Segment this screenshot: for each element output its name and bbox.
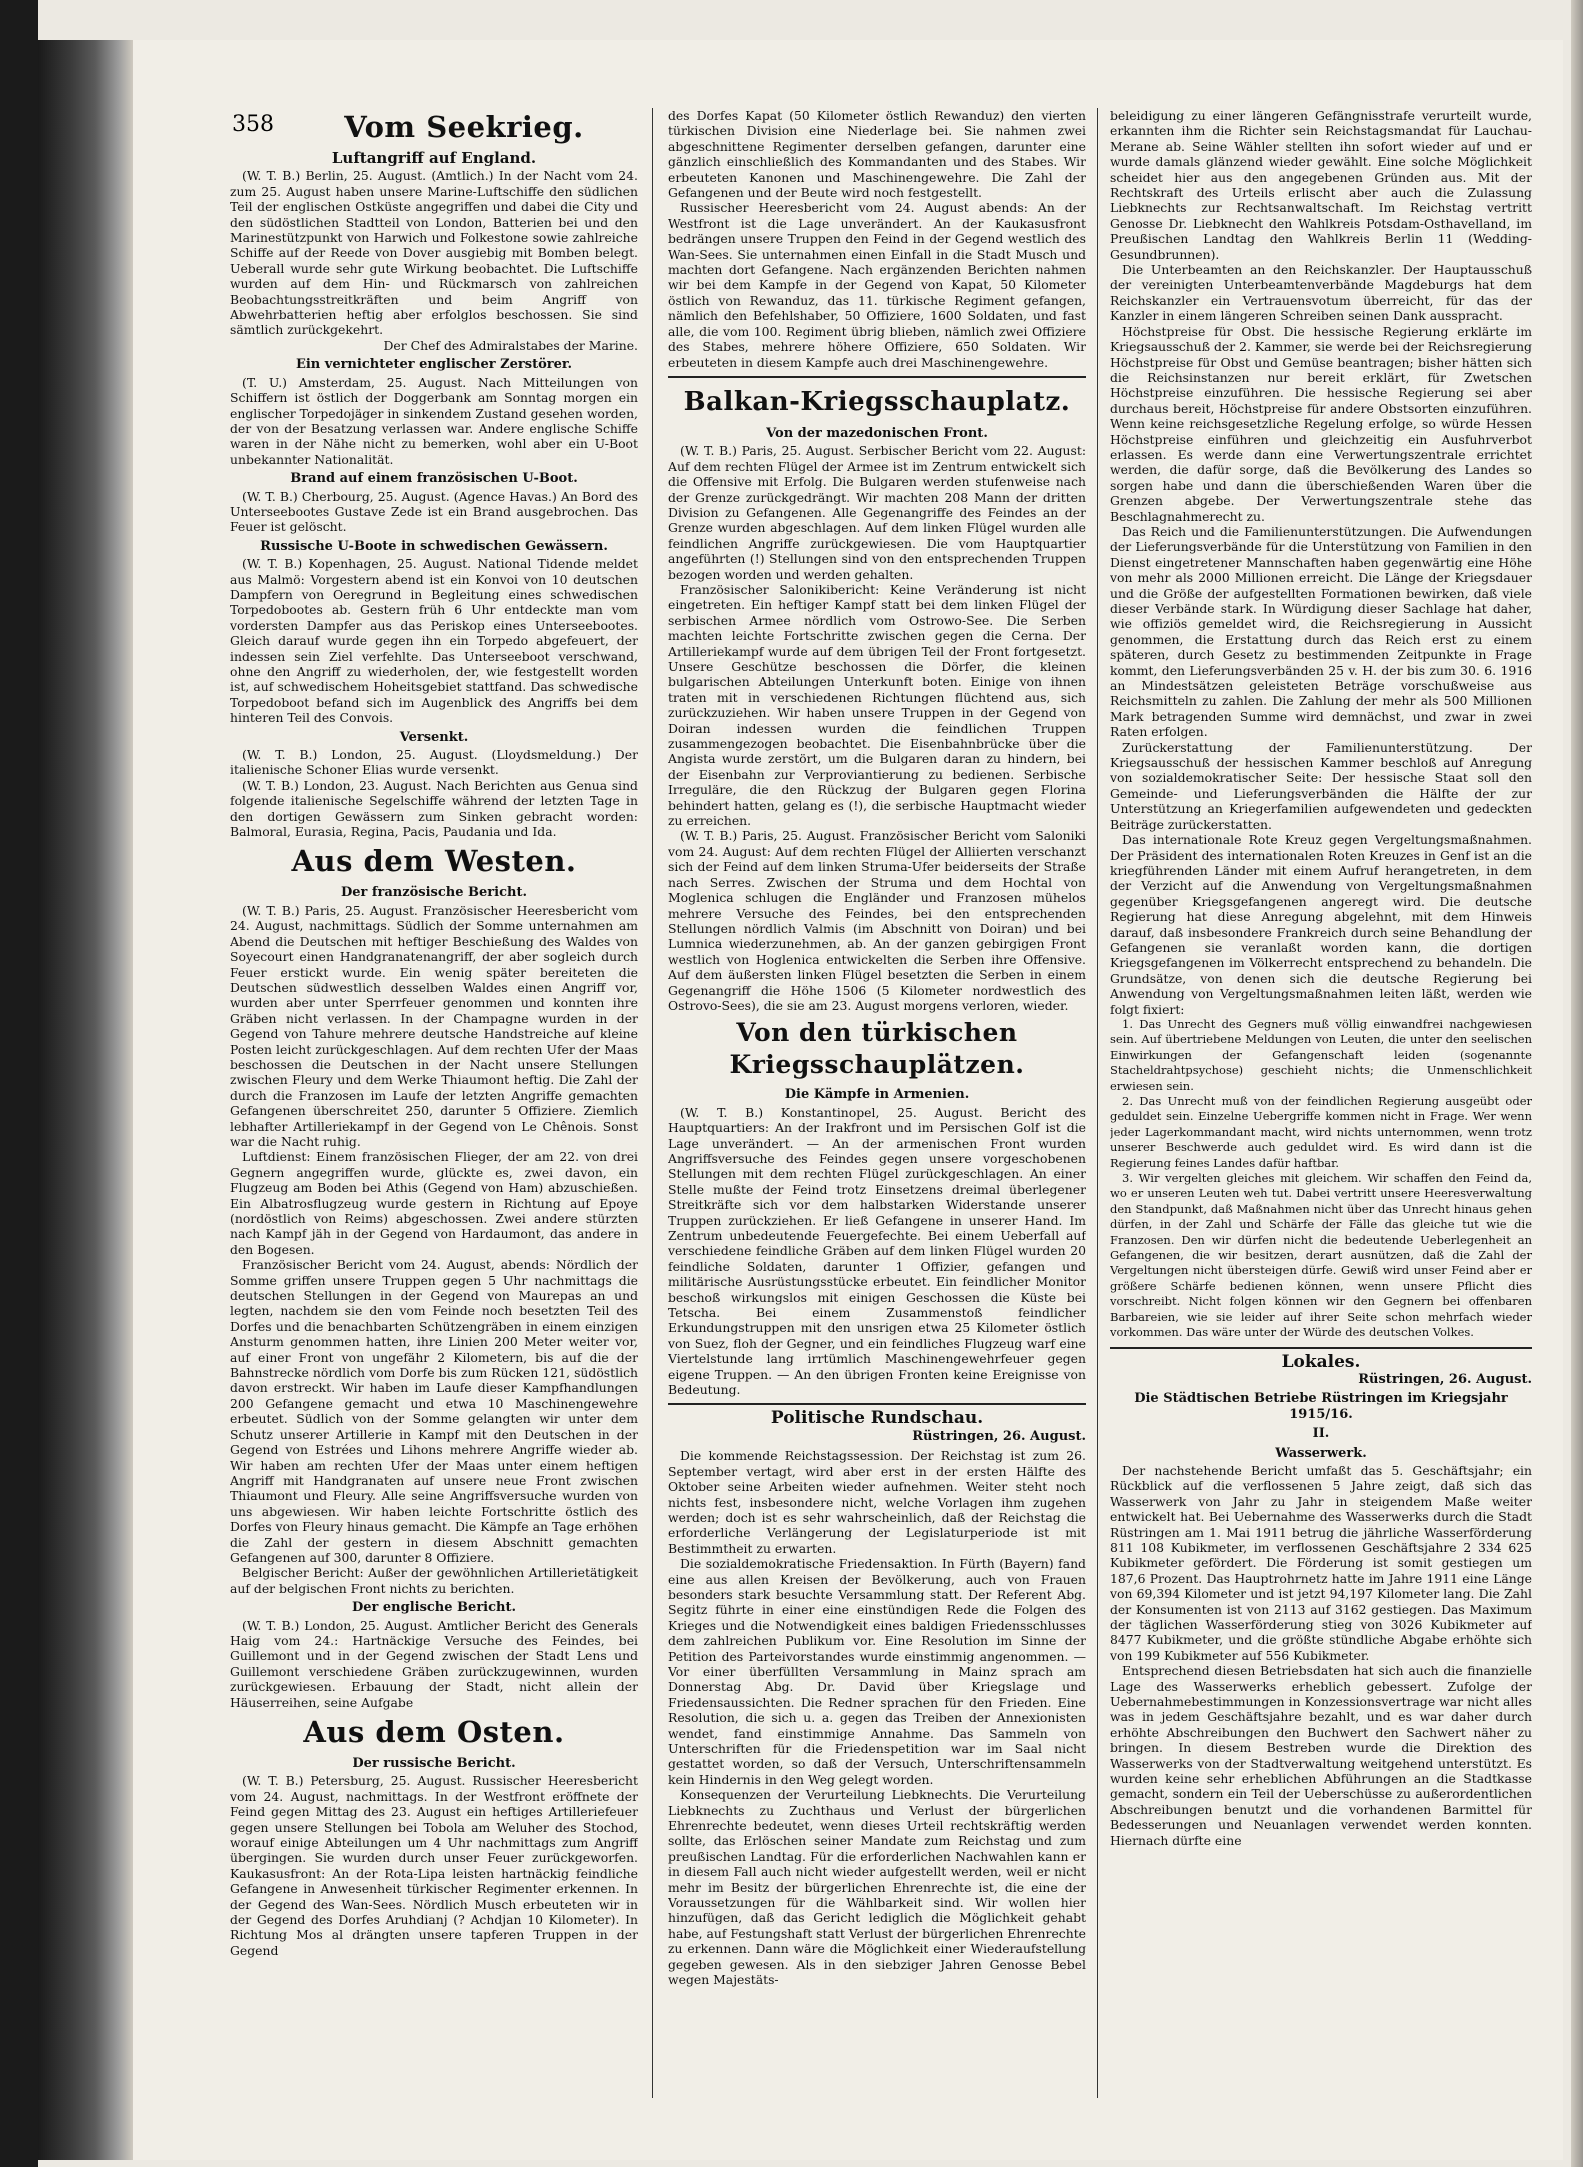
subhead: Die Kämpfe in Armenien.	[784, 1087, 970, 1103]
article-text: Der nachstehende Bericht umfaßt das 5. Geschäftsjahr; ein Rückblick auf die verflossenen 5 Jahre zeigt, daß sich das Wasserwerk von Jahr zu Jahr in steigendem Maße weiter entwickelt hat. Bei Uebernahme des Wasserwerks durch die Stadt Rüstringen am 1. Mai 1911 betrug die jährliche Wasserförderung 811 108 Kubikmeter, im verflossenen Geschäftsjahre 2 334 625 Kubikmeter gefördert. Die Förderung ist somit gestiegen um 187,6 Prozent. Das Hauptrohrnetz hatte im Jahre 1911 eine Länge von 69,394 Kilometer und ist jetzt 94,197 Kilometer lang. Die Zahl der Konsumenten ist von 2113 auf 3162 gestiegen. Das Maximum der täglichen Wasserförderung stieg von 3026 Kubikmeter auf 8477 Kubikmeter, und die größte stündliche Abgabe erhöhte sich von 199 Kubikmeter auf 556 Kubikmeter.	[1110, 1462, 1532, 1663]
article-text: (W. T. B.) Paris, 25. August. Französischer Bericht vom Saloniki vom 24. August: Auf dem rechten Flügel der Alliierten verschanzt sich der Feind auf dem linken Struma-Ufer beiderseits der Straße nach Serres. Zwischen der Struma und dem Hochtal von Moglenica schlugen die Engländer und Franzosen mühelos mehrere Versuche des Feindes, bei den entsprechenden Stellungen nördlich Valmis (im Abschnitt von Doiran) und bei Lumnica wiederzunehmen, ab. An der ganzen gebirgigen Front westlich von Hoglenica entwickelten die Serben ihre Offensive. Auf dem äußersten linken Flügel besetzten die Serben in einem Gegenangriff die Höhe 1506 (5 Kilometer nordwestlich des Ostrovo-Sees), die sie am 23. August morgens verloren, wieder.	[668, 828, 1086, 1013]
subhead: Versenkt.	[399, 729, 469, 745]
article-text: des Dorfes Kapat (50 Kilometer östlich Rewanduz) den vierten türkischen Division eine Niederlage bei. Sie nahmen zwei abgeschnittene Regimenter derselben gefangen, darunter eine gänzlich einschließlich des Kommandanten und des Stabes. Wir erbeuteten Kanonen und Maschinengewehre. Die Zahl der Gefangenen und der Beute wird noch festgestellt.	[668, 108, 1086, 201]
article-text: Zurückerstattung der Familienunterstützung. Der Kriegsausschuß der hessischen Kammer beschloß auf Anregung von sozialdemokratischer Seite: Der hessische Staat soll den Gemeinde- und Lieferungsverbänden die Hälfte der zur Unterstützung an Kriegerfamilien aufgewendeten und gedeckten Beiträge zurückerstatten.	[1110, 739, 1532, 832]
article-text: Französischer Bericht vom 24. August, abends: Nördlich der Somme griffen unsere Truppen gegen 5 Uhr nachmittags die deutschen Stellungen in der Gegend von Maurepas an und legten, nachdem sie den vom Feinde noch besetzten Teil des Dorfes und die benachbarten Schützengräben in einem einzigen Ansturm genommen hatten, ihre Linien 200 Meter weiter vor, auf einer Front von ungefähr 2 Kilometern, bis auf die der Bahnstrecke nördlich vom Dorfe bis zum Rücken 121, südöstlich davon erstreckt. Wir haben im Laufe dieser Kampfhandlungen 200 Gefangene gemacht und etwa 10 Maschinengewehre erbeutet. Südlich von der Somme gelangten wir unter dem Schutz unserer Artillerie in Kampf mit den Deutschen in der Gegend von Estrées und Lihons mehrere Angriffe wieder ab. Wir haben am rechten Ufer der Maas unter einem heftigen Angriff mit Handgranaten auf unsere neue Front zwischen Thiaumont und Fleury. Alle seine Angriffsversuche wurden von uns abgewiesen. Wir haben leichte Fortschritte östlich des Dorfes von Fleury hinaus gemacht. Die Kämpfe an Tage erhöhen die Zahl der gestern in diesem Abschnitt gemachten Gefangenen auf 300, darunter 8 Offiziere.	[230, 1257, 638, 1565]
headline-osten: Aus dem Osten.	[303, 1715, 565, 1749]
article-text: Das Reich und die Familienunterstützungen. Die Aufwendungen der Lieferungsverbände für die Unterstützung von Familien in den Dienst eingetretener Mannschaften haben gegenwärtig eine Höhe von mehr als 2000 Millionen erreicht. Die Länge der Kriegsdauer und die Größe der aufgestellten Formationen bewirken, daß viele dieser Verbände stark. In Würdigung dieser Sachlage hat daher, wie offiziös gemeldet wird, die Reichsregierung in Aussicht genommen, die Erstattung durch das Reich erst zu einem späteren, durch Gesetz zu bestimmenden Zeitpunkte in Frage kommt, den Lieferungsverbänden 25 v. H. der bis zum 30. 6. 1916 an Mindestsätzen geleisteten Beträge vorschußweise aus Reichsmitteln zu zahlen. Die Zahlung der mehr als 500 Millionen Mark betragenden Summe wird demnächst, und zwar in zwei Raten erfolgen.	[1110, 523, 1532, 740]
article-text: (W. T. B.) London, 23. August. Nach Berichten aus Genua sind folgende italienische Segelschiffe während der letzten Tage in den dortigen Gewässern zum Sinken gebracht worden: Balmoral, Eurasia, Regina, Pacis, Paudania und Ida.	[230, 777, 638, 840]
article-text: (W. T. B.) Petersburg, 25. August. Russischer Heeresbericht vom 24. August, nachmittags. In der Westfront eröffnete der Feind gegen Mittag des 23. August ein heftiges Artilleriefeuer gegen unsere Stellungen bei Tobola am Weluher des Stochod, worauf einige Abteilungen um 4 Uhr nachmittags zum Angriff übergingen. Sie wurden durch unser Feuer zurückgeworfen. Kaukasusfront: An der Rota-Lipa leisten hartnäckig feindliche Gefangene in Anwesenheit türkischer Regimenter erkennen. In der Gegend des Wan-Sees. Nördlich Musch erbeuteten wir in der Gegend des Dorfes Aruhdianj (? Achdjan 10 Kilometer). In Richtung Mos al drängten unsere tapferen Truppen in der Gegend	[230, 1773, 638, 1958]
divider	[668, 1403, 1086, 1405]
article-text: (W. T. B.) Paris, 25. August. Serbischer Bericht vom 22. August: Auf dem rechten Flügel der Armee ist im Zentrum entwickelt sich die Offensive mit Erfolg. Die Bulgaren werden stufenweise nach der Grenze zurückgedrängt. Wir machten 208 Mann der dritten Division zu Gefangenen. Alle Gegenangriffe des Feindes an der Grenze wurden abgeschlagen. Auf dem linken Flügel wurden alle feindlichen Angriffe zurückgewiesen. Die vom Hauptquartier angeführten (!) Stellungen sind von den entsprechenden Truppen bezogen worden und werden gehalten.	[668, 443, 1086, 582]
article-text: Der Chef des Admiralstabes der Marine.	[383, 337, 638, 353]
dateline: Rüstringen, 26. August.	[912, 1428, 1086, 1444]
headline-tuerkei: Von den türkischen Kriegsschauplätzen.	[729, 1018, 1025, 1080]
page-number: 358	[232, 112, 274, 137]
article-text: (W. T. B.) Cherbourg, 25. August. (Agence Havas.) An Bord des Unterseebootes Gustave Zede ist ein Brand ausgebrochen. Das Feuer ist gelöscht.	[230, 488, 638, 535]
article-text: 2. Das Unrecht muß von der feindlichen Regierung ausgeübt oder geduldet sein. Einzelne Uebergriffe kommen nicht in Frage. Wer wenn jeder Lagerkommandant macht, wird nichts unternommen, wenn trotz unserer Beschwerde auch geduldet wird. Es wird dann ist die Regierung feines Landes dafür haftbar.	[1110, 1094, 1532, 1170]
divider	[668, 376, 1086, 378]
headline-lokales: Lokales.	[1281, 1351, 1361, 1372]
article-text: (W. T. B.) London, 25. August. Amtlicher Bericht des Generals Haig vom 24.: Hartnäckige Versuche des Feindes, bei Guillemont und in der Gegend zwischen der Stadt Lens und Guillemont verschiedene Gräben zurückzugewinnen, wurden zurückgewiesen. Erbauung der Stadt, nicht allein der Häuserreihen, seine Aufgabe	[230, 1617, 638, 1710]
article-text: (T. U.) Amsterdam, 25. August. Nach Mitteilungen von Schiffern ist östlich der Doggerbank am Sonntag morgen ein englischer Torpedojäger in sinkendem Zustand gesehen worden, der von der Besatzung verlassen war. Andere englische Schiffe waren in der Nähe nicht zu bemerken, wohl aber ein U-Boot unbekannter Nationalität.	[230, 374, 638, 467]
subhead: II.	[1312, 1426, 1330, 1442]
subhead: Die Städtischen Betriebe Rüstringen im Kriegsjahr 1915/16.	[1134, 1391, 1508, 1422]
column-rule	[1097, 108, 1098, 2098]
subhead: Ein vernichteter englischer Zerstörer.	[295, 357, 573, 373]
dateline: Rüstringen, 26. August.	[1358, 1371, 1532, 1387]
subhead: Der russische Bericht.	[352, 1756, 516, 1771]
article-text: (W. T. B.) London, 25. August. (Lloydsmeldung.) Der italienische Schoner Elias wurde versenkt.	[230, 747, 638, 778]
article-text: Russischer Heeresbericht vom 24. August abends: An der Westfront ist die Lage unverändert. An der Kaukasusfront bedrängen unsere Truppen den Feind in der Gegend westlich des Wan-Sees. Sie unternahmen einen Einfall in die Stadt Musch und machten dort Gefangene. Nach ergänzenden Berichten nahmen wir bei dem Kampfe in der Gegend von Kapat, 50 Kilometer östlich von Rewanduz, das 11. türkische Regiment gefangen, nämlich den Befehlshaber, 50 Offiziere, 1600 Soldaten, und fast alle, die vom 100. Regiment übrig blieben, nämlich zwei Offiziere des Stabes, mehrere höhere Offiziere, 650 Soldaten. Wir erbeuteten in diesem Kampfe auch drei Maschinengewehre.	[668, 200, 1086, 370]
column-2	[668, 108, 1086, 2098]
article-text: Das internationale Rote Kreuz gegen Vergeltungsmaßnahmen. Der Präsident des internationalen Roten Kreuzes in Genf ist an die kriegführenden Länder mit einem Aufruf herangetreten, in dem der Verzicht auf die Anwendung von Vergeltungsmaßnahmen gegenüber Kriegsgefangenen angeregt wird. Die deutsche Regierung hat diese Anregung abgelehnt, mit dem Hinweis darauf, daß insbesondere Frankreich durch seine Behandlung der Gefangenen sie veranlaßt worden kann, die dortigen Kriegsgefangenen im Völkerrecht entsprechend zu behandeln. Die Grundsätze, von denen sich die deutsche Regierung bei Anwendung von Vergeltungsmaßnahmen leiten läßt, werden wie folgt fixiert:	[1110, 832, 1532, 1017]
divider	[1110, 1347, 1532, 1349]
article-text: beleidigung zu einer längeren Gefängnisstrafe verurteilt wurde, erkannten ihm die Richter sein Reichstagsmandat für Lauchau-Merane ab. Seine Wähler stellten ihn sofort wieder auf und er wurde damals glänzend wieder gewählt. Eine solche Möglichkeit scheidet hier aus den angegebenen Gründen aus. Mit der Rechtskraft des Urteils erlischt aber auch die Zulassung Liebknechts zur Rechtsanwaltschaft. Im Reichstag vertritt Genosse Dr. Liebknecht den Wahlkreis Potsdam-Osthavelland, im Preußischen Landtag den Wahlkreis Berlin 11 (Wedding-Gesundbrunnen).	[1110, 108, 1532, 262]
article-text: Französischer Salonikibericht: Keine Veränderung ist nicht eingetreten. Ein heftiger Kampf statt bei dem linken Flügel der serbischen Armee nördlich vom Ostrowo-See. Die Serben machten leichte Fortschritte zwischen gegen die Cerna. Der Artilleriekampf wurde auf dem übrigen Teil der Front fortgesetzt. Unsere Geschütze beschossen die Dörfer, die kleinen bulgarischen Abteilungen Unterkunft boten. Einige von ihnen traten mit in verschiedenen Richtungen flüchtend aus, sich zurückzuziehen. Wir haben unsere Truppen in der Gegend von Doiran indessen wurden die feindlichen Truppen zusammengezogen beobachtet. Die Eisenbahnbrücke über die Angista wurde zerstört, um die Bulgaren daran zu hindern, bei der Eisenbahn zur Verproviantierung zu bedienen. Serbische Irreguläre, die den Rückzug der Bulgaren gegen Florina behindert hatten, gelang es (!), die serbische Hauptmacht wieder zu erreichen.	[668, 581, 1086, 829]
article-text: Luftdienst: Einem französischen Flieger, der am 22. von drei Gegnern angegriffen wurde, glückte es, zwei davon, ein Flugzeug am Boden bei Athis (Gegend von Ham) abzuschießen. Ein Albatrosflugzeug wurde gestern in Richtung auf Epoye (nordöstlich von Reims) abgeschossen. Zwei andere stürzten nach Kampf jäh in der Gegend von Hardaumont, das andere in den Bogesen.	[230, 1149, 638, 1257]
subhead: Der englische Bericht.	[351, 1600, 517, 1616]
article-text: 1. Das Unrecht des Gegners muß völlig einwandfrei nachgewiesen sein. Auf übertriebene Meldungen von Leuten, die unter den seelischen Einwirkungen der Gefangenschaft leiden (sogenannte Stacheldrahtpsychose) geschieht nichts; die Unmenschlichkeit erwiesen sein.	[1110, 1016, 1532, 1093]
book-binding	[38, 40, 133, 2160]
article-text: Konsequenzen der Verurteilung Liebknechts. Die Verurteilung Liebknechts zu Zuchthaus und Verlust der bürgerlichen Ehrenrechte bedeutet, wenn dieses Urteil rechtskräftig werden sollte, das Erlöschen seiner Mandate zum Reichstag und zum preußischen Landtag. Für die erforderlichen Nachwahlen kann er in diesem Fall auch nicht wieder aufgestellt werden, weil er nicht mehr im Besitz der bürgerlichen Ehrenrechte ist, die eine der Voraussetzungen für die Wählbarkeit sind. Wir wollen hier hinzufügen, daß das Gericht lediglich die Möglichkeit gehabt habe, auf Festungshaft statt Verlust der bürgerlichen Ehrenrechte zu erkennen. Dann wäre die Möglichkeit einer Wiederaufstellung gegeben gewesen. Als in den siebziger Jahren Genosse Bebel wegen Majestäts-	[668, 1787, 1086, 1988]
headline-westen: Aus dem Westen.	[291, 844, 577, 879]
article-text: 3. Wir vergelten gleiches mit gleichem. Wir schaffen den Feind da, wo er unseren Leuten weh tut. Dabei vertritt unsere Heeresverwaltung den Standpunkt, daß Maßnahmen nicht über das Unrecht hinaus gehen dürfen, in der Zahl und Schärfe der Fälle das gleiche tut wie die Franzosen. Den wir dürfen nicht die bedeutende Ueberlegenheit an Gefangenen, die wir besitzen, derart ausnützen, daß die Zahl der Vergeltungen nicht übersteigen dürfe. Gewiß wird unser Feind aber er größere Schärfe bedienen können, wenn unsere Pflicht dies vorschreibt. Nicht folgen können wir den Gegnern bei offenbaren Barbareien, wie sie leider auf ihrer Seite schon mehrfach wieder vorkommen. Das wäre unter der Würde des deutschen Volkes.	[1110, 1171, 1532, 1340]
headline-rundschau: Politische Rundschau.	[770, 1408, 984, 1429]
article-text: Höchstpreise für Obst. Die hessische Regierung erklärte im Kriegsausschuß der 2. Kammer, sie werde bei der Reichsregierung Höchstpreise für Obst und Gemüse beantragen; bisher hätten sich die Reichsinstanzen nur bereit erklärt, für Zwetschen Höchstpreise einzuführen. Die hessische Regierung sei aber durchaus bereit, Höchstpreise für andere Obstsorten einzuführen. Wenn keine reichsgesetzliche Regelung erfolge, so würde Hessen Höchstpreise einführen und gleichzeitig ein Ausfuhrverbot erlassen. Es werde dann eine Verwertungszentrale errichtet werden, die dafür sorge, daß die Bevölkerung des Landes so sorgen habe und dann die überschießenden Waren über die Grenzen abgebe. Der Verwertungszentrale stehe das Beschlagnahmerecht zu.	[1110, 323, 1532, 524]
article-text: Die kommende Reichstagssession. Der Reichstag ist zum 26. September vertagt, wird aber erst in der ersten Hälfte des Oktober seine Arbeiten wieder aufnehmen. Weiter steht noch nichts fest, insbesondere nicht, welche Vorlagen ihm zugehen werden; doch ist es sehr wahrscheinlich, daß der Reichstag die erforderliche Verlängerung der Legislaturperiode ist mit Bestimmtheit zu erwarten.	[668, 1448, 1086, 1556]
subhead: Russische U-Boote in schwedischen Gewässern.	[260, 538, 608, 554]
article-text: (W. T. B.) Berlin, 25. August. (Amtlich.) In der Nacht vom 24. zum 25. August haben unsere Marine-Luftschiffe den südlichen Teil der englischen Ostküste angegriffen und dabei die City und den südöstlichen Stadtteil von London, Batterien bei und den Marinestützpunkt von Harwich und Folkestone sowie zahlreiche Schiffe auf der Reede von Dover ausgiebig mit Bomben belegt. Ueberall wurde sehr gute Wirkung beobachtet. Die Luftschiffe wurden auf dem Hin- und Rückmarsch von zahlreichen Beobachtungsstreitkräften und beim Angriff von Abwehrbatterien heftig aber erfolglos beschossen. Sie sind sämtlich zurückgekehrt.	[230, 168, 638, 338]
headline-seekrieg: Vom Seekrieg.	[344, 110, 584, 144]
article-text: Entsprechend diesen Betriebsdaten hat sich auch die finanzielle Lage des Wasserwerks erheblich gebessert. Zufolge der Uebernahmebestimmungen in Konzessionsvertrage war nicht alles was in jedem Geschäftsjahre bezahlt, und es war daher durch erhöhte Abschreibungen den Buchwert den Sachwert näher zu bringen. In diesem Bestreben wurde die Direktion des Wasserwerks von der Stadtverwaltung weitgehend unterstützt. Es wurden keine sehr erheblichen Abführungen an die Stadtkasse gemacht, sondern ein Teil der Ueberschüsse zu außerordentlichen Abschreibungen benutzt und die vorhandenen Barmittel für Bedesserungen und Neuanlagen verwendet werden konnten. Hiernach dürfte eine	[1110, 1663, 1532, 1848]
subhead: Wasserwerk.	[1275, 1445, 1367, 1461]
column-3	[1110, 108, 1532, 2098]
headline-balkan: Balkan-Kriegsschauplatz.	[683, 386, 1071, 417]
subhead: Von der mazedonischen Front.	[766, 425, 988, 441]
article-text: (W. T. B.) Paris, 25. August. Französischer Heeresbericht vom 24. August, nachmittags. Südlich der Somme unternahmen am Abend die Deutschen mit heftiger Beschießung des Waldes von Soyecourt einen Handgranatenangriff, der aber sogleich durch Feuer erstickt wurde. Ein wenig später bereiteten die Deutschen südwestlich desselben Waldes einen Angriff vor, wurden aber unter Sperrfeuer genommen und konnten ihre Gräben nicht verlassen. In der Champagne wurden in der Gegend von Tahure mehrere deutsche Handstreiche auf kleine Posten leicht zurückgeschlagen. Auf dem rechten Ufer der Maas beschossen die Deutschen in der Nacht unsere Stellungen zwischen Fleury und dem Werke Thiaumont heftig. Die Zahl der durch die Franzosen im Laufe der letzten Angriffe gemachten Gefangenen überschreitet 250, darunter 5 Offiziere. Ziemlich lebhafter Artilleriekampf in der Gegend von Le Chênois. Sonst war die Nacht ruhig.	[230, 902, 638, 1149]
article-text: (W. T. B.) Konstantinopel, 25. August. Bericht des Hauptquartiers: An der Irakfront und im Persischen Golf ist die Lage unverändert. — An der armenischen Front wurden Angriffsversuche des Feindes gegen unsere vorgeschobenen Stellungen mit dem rechten Flügel zurückgeschlagen. An einer Stelle mußte der Feind trotz Einsetzens dreimal überlegener Streitkräfte sich vor dem halbstarken Widerstande unserer Truppen zurückziehen. Er ließ Gefangene in unserer Hand. Im Zentrum unbedeutende Feuergefechte. Bei einem Ueberfall auf verschiedene feindliche Gräben auf dem linken Flügel wurden 20 feindliche Soldaten, darunter 1 Offizier, gefangen und militärische Ausrüstungsstücke erbeutet. Ein feindlicher Monitor beschoß wirkungslos mit einigen Geschossen die Küste bei Tetscha. Bei einem Zusammenstoß feindlicher Erkundungstruppen mit den unsrigen etwa 25 Kilometer östlich von Suez, floh der Gegner, und ein feindliches Flugzeug warf eine Viertelstunde lang irrtümlich Maschinengewehrfeuer gegen eigene Truppen. — An den übrigen Fronten keine Ereignisse von Bedeutung.	[668, 1104, 1086, 1398]
article-text: (W. T. B.) Kopenhagen, 25. August. National Tidende meldet aus Malmö: Vorgestern abend ist ein Konvoi von 10 deutschen Dampfern von Oeregrund in Begleitung eines schwedischen Torpedobootes ab. Gestern früh 6 Uhr entdeckte man vom vordersten Dampfer aus das Periskop eines Unterseebootes. Gleich darauf wurde gegen ihn ein Torpedo abgefeuert, der indessen sein Ziel verfehlte. Das Unterseeboot verschwand, ohne den Angriff zu wiederholen, der, wie festgestellt worden ist, auf schwedischem Hoheitsgebiet stattfand. Das schwedische Torpedoboot befand sich im Augenblick des Angriffs bei dem hinteren Teil des Convois.	[230, 556, 638, 726]
subhead: Der französische Bericht.	[341, 885, 527, 901]
article-text: Belgischer Bericht: Außer der gewöhnlichen Artillerietätigkeit auf der belgischen Front nichts zu berichten.	[230, 1565, 638, 1596]
page-edge	[1571, 0, 1583, 2167]
column-rule	[652, 108, 653, 2098]
subhead: Brand auf einem französischen U-Boot.	[290, 471, 578, 487]
subhead: Luftangriff auf England.	[331, 149, 537, 167]
article-text: Die Unterbeamten an den Reichskanzler. Der Hauptausschuß der vereinigten Unterbeamtenverbände Magdeburgs hat dem Reichskanzler ein Vertrauensvotum überreicht, für das der Kanzler in einem längeren Schreiben seinen Dank ausspracht.	[1110, 262, 1532, 324]
column-1	[230, 105, 638, 2095]
binding-edge	[0, 0, 38, 2167]
article-text: Die sozialdemokratische Friedensaktion. In Fürth (Bayern) fand eine aus allen Kreisen der Bevölkerung, auch von Frauen besonders stark besuchte Versammlung statt. Der Referent Abg. Segitz führte in einer eine einstündigen Rede die Folgen des Krieges und die Notwendigkeit eines baldigen Friedensschlusses dem zahlreichen Publikum vor. Eine Resolution im Sinne der Petition des Parteivorstandes wurde einstimmig angenommen. — Vor einer überfüllten Versammlung in Mainz sprach am Donnerstag Abg. Dr. David über Kriegslage und Friedensaussichten. Die Redner sprachen für den Frieden. Eine Resolution, die sich u. a. gegen das Treiben der Annexionisten wendet, fand einstimmige Annahme. Das Sammeln von Unterschriften für die Friedenspetition war im Saal nicht gestattet worden, so daß der Versuch, Unterschriftensammeln kein Hindernis in den Weg gelegt worden.	[668, 1556, 1086, 1787]
